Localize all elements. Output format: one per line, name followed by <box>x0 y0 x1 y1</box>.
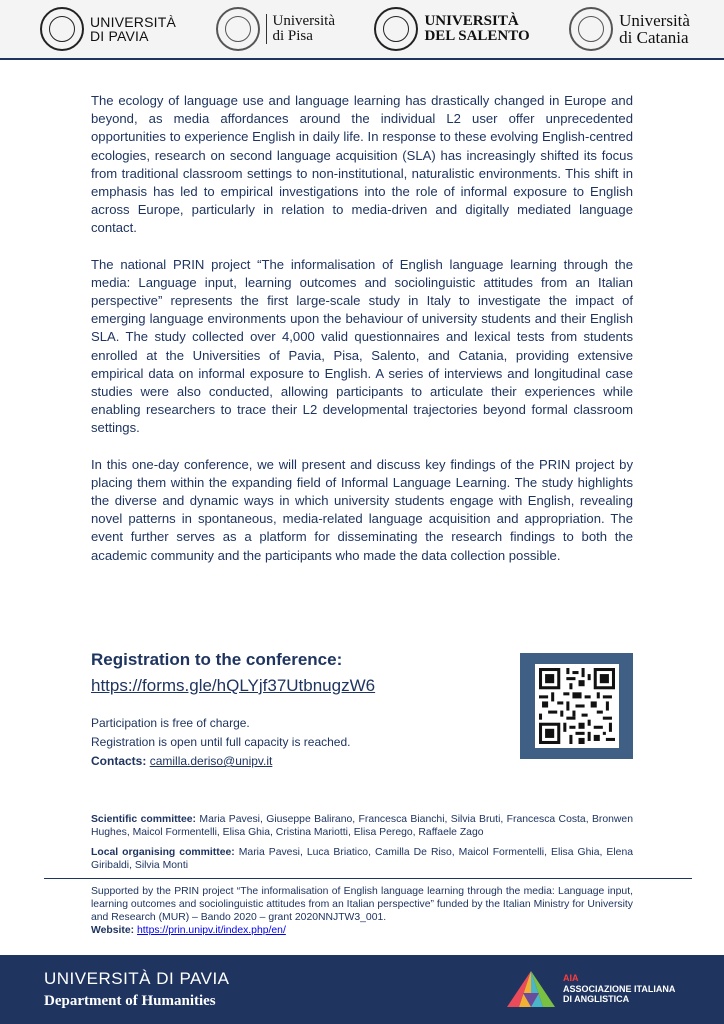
local-committee-label: Local organising committee: <box>91 846 235 858</box>
support-text: Supported by the PRIN project “The informalisation of English language learning through the media: Language input, learning outcomes and sociolinguistic attitudes from an Italian perspective” funded by the Italian Ministry for University and Research (MUR) – Bando 2020 – grant 2020NNJTW3_001. <box>91 886 633 923</box>
paragraph-intro: The ecology of language use and language learning has drastically changed in Europe and beyond, as media affordances around the individual L2 user offer unprecedented opportunities to experience English in daily life. In response to these evolving English-centred ecologies, research on second language acquisition (SLA) has increasingly shifted its focus from traditional classroom settings to non-institutional, naturalistic environments. This shift in emphasis has led to empirical investigations into the role of informal exposure to English across Europe, particularly in relation to media-driven and digitally mediated language contact. <box>91 93 633 236</box>
qr-code-frame <box>520 653 633 759</box>
pisa-logo-line1: Università <box>272 13 335 29</box>
contacts-label: Contacts: <box>91 754 147 768</box>
catania-logo-line1: Università <box>619 11 690 30</box>
logo-university-pisa <box>216 7 335 51</box>
qr-code-graphic <box>539 668 615 744</box>
scientific-committee <box>91 813 633 840</box>
pisa-logo-line2: di Pisa <box>272 28 313 44</box>
aia-triangle-icon <box>505 969 557 1009</box>
section-divider <box>44 878 692 879</box>
body-text <box>91 92 633 583</box>
catania-logo-line2: di Catania <box>619 28 689 47</box>
contacts-row <box>91 752 350 771</box>
scientific-committee-members: Maria Pavesi, Giuseppe Balirano, Francesca Bianchi, Silvia Bruti, Francesca Costa, Bronwen Hughes, Maicol Formentelli, Elisa Ghia, Cristina Mariotti, Elisa Perego, Raffaele Zago <box>91 814 633 839</box>
aia-acronym: AIA <box>563 973 579 984</box>
pavia-seal-icon <box>40 7 84 51</box>
footer <box>0 955 724 1024</box>
logo-university-salento <box>374 7 529 51</box>
contacts-email-link[interactable]: camilla.deriso@unipv.it <box>149 754 273 768</box>
pavia-logo-line2: DI PAVIA <box>90 28 149 44</box>
registration-link[interactable]: https://forms.gle/hQLYjf37UtbnugzW6 <box>91 676 376 695</box>
local-committee <box>91 846 633 873</box>
paragraph-conference: In this one-day conference, we will present and discuss key findings of the PRIN project by placing them within the expanding field of Informal Language Learning. The study highlights the diverse and dynamic ways in which university students engage with English, revealing novel patterns in spontaneous, media-related language acquisition and appropriation. The event further serves as a platform for disseminating the research findings to both the academic community and the participants who made the data collection possible. <box>91 456 633 563</box>
registration-open-text: Registration is open until full capacity is reached. <box>91 735 351 749</box>
logo-university-pavia <box>40 7 176 51</box>
participation-free-text: Participation is free of charge. <box>91 716 250 730</box>
registration-info <box>91 714 350 771</box>
support-section <box>91 885 633 937</box>
paragraph-project: The national PRIN project “The informalisation of English language learning through the media: Language input, learning outcomes and sociolinguistic attitudes from an Italian perspective” represents the first large-scale study in Italy to investigate the impact of emerging language environments upon the behaviour of university students and their English SLA. The study collected over 4,000 valid questionnaires and lexical tests from students enrolled at the Universities of Pavia, Pisa, Salento, and Catania, providing extensive empirical data on informal exposure to English. A series of interviews and longitudinal case studies were also conducted, allowing participants to articulate their experiences while enabling researchers to trace their L2 developmental trajectories beyond formal classroom settings. <box>91 256 633 436</box>
catania-seal-icon <box>569 7 613 51</box>
aia-line1: ASSOCIAZIONE ITALIANA <box>563 983 676 994</box>
aia-logo <box>505 967 695 1011</box>
website-label: Website: <box>91 925 135 936</box>
salento-seal-icon <box>374 7 418 51</box>
local-committee-members: Maria Pavesi, Luca Briatico, Camilla De Riso, Maicol Formentelli, Elisa Ghia, Elena Giribaldi, Silvia Monti <box>91 846 633 872</box>
footer-department: Department of Humanities <box>44 993 216 1009</box>
scientific-committee-label: Scientific committee: <box>91 814 197 825</box>
website-row <box>91 924 633 937</box>
website-link[interactable]: https://prin.unipv.it/index.php/en/ <box>137 925 286 936</box>
pavia-logo-line1: UNIVERSITÀ <box>90 14 177 30</box>
header-logos <box>0 0 724 60</box>
registration-title: Registration to the conference: <box>91 650 343 669</box>
pisa-seal-icon <box>216 7 260 51</box>
salento-logo-line2: DEL SALENTO <box>424 28 530 44</box>
logo-university-catania <box>569 7 690 51</box>
aia-line2: DI ANGLISTICA <box>563 994 630 1005</box>
qr-code-icon <box>535 664 619 748</box>
committees <box>91 813 633 879</box>
footer-university: UNIVERSITÀ DI PAVIA <box>44 969 230 988</box>
salento-logo-line1: UNIVERSITÀ <box>424 13 519 29</box>
